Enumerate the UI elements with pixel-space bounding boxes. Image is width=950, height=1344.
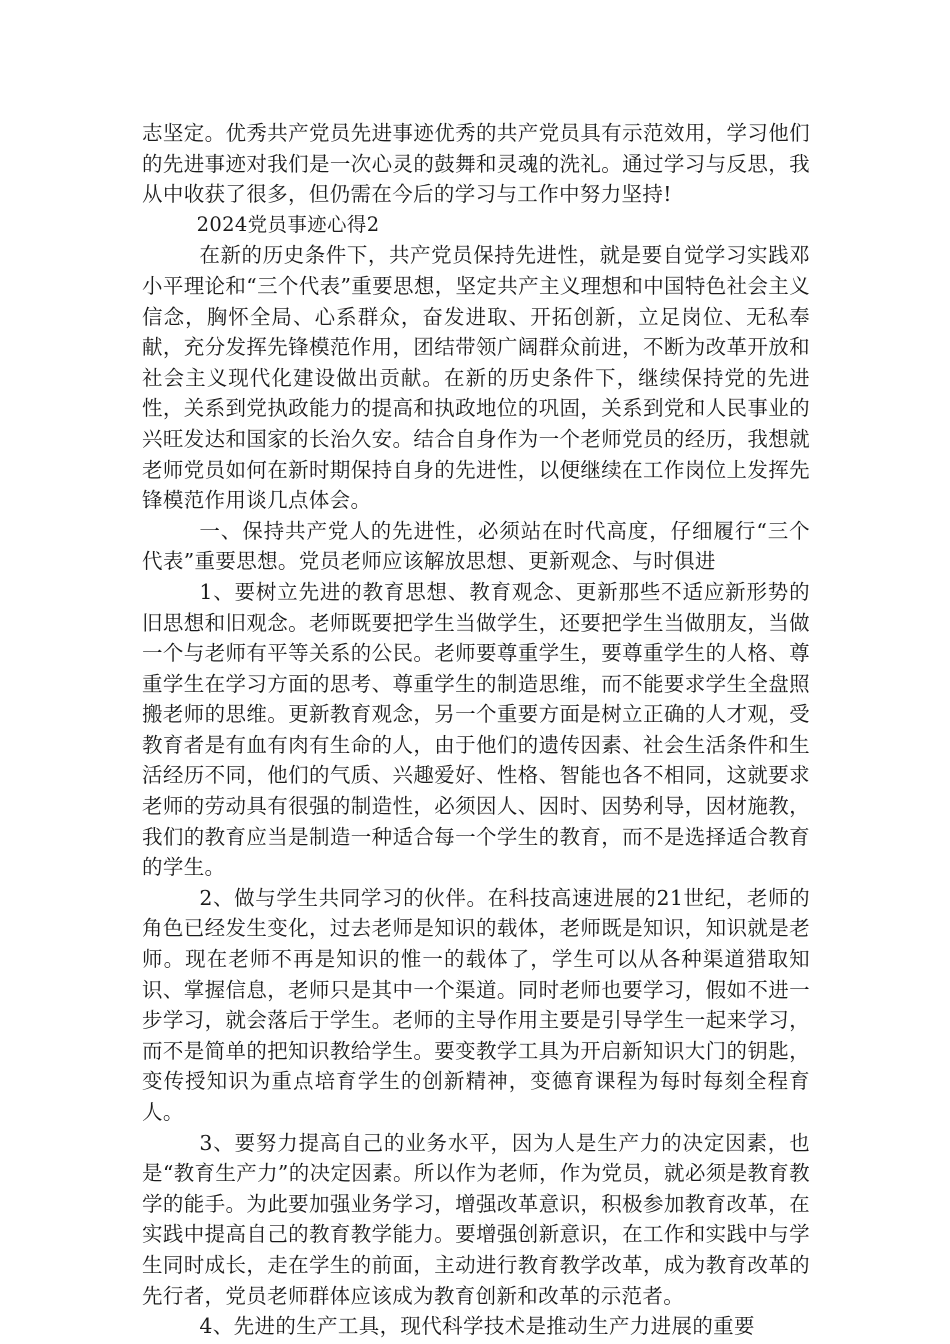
paragraph-point-one: 一、保持共产党人的先进性，必须站在时代高度，仔细履行“三个代表”重要思想。党员老师应该解放思想、更新观念、与时俱进 (142, 518, 810, 574)
section-heading: 2024党员事迹心得2 (196, 212, 380, 236)
paragraph-continuation: 志坚定。优秀共产党员先进事迹优秀的共产党员具有示范效用，学习他们的先进事迹对我们是一次心灵的鼓舞和灵魂的洗礼。通过学习与反思，我从中收获了很多，但仍需在今后的学习与工作中努力坚持! (142, 121, 810, 207)
paragraph-item-3: 3、要努力提高自己的业务水平，因为人是生产力的决定因素，也是“教育生产力”的决定因素。所以作为老师，作为党员，就必须是教育教学的能手。为此要加强业务学习，增强改革意识，积极参加教育改革，在实践中提高自己的教育教学能力。要增强创新意识，在工作和实践中与学生同时成长，走在学生的前面，主动进行教育教学改革，成为教育改革的先行者，党员老师群体应该成为教育创新和改革的示范者。 (142, 1130, 811, 1308)
paragraph-intro: 在新的历史条件下，共产党员保持先进性，就是要自觉学习实践邓小平理论和“三个代表”重要思想，坚定共产主义理想和中国特色社会主义信念，胸怀全局、心系群众，奋发进取、开拓创新，立足岗位、无私奉献，充分发挥先锋模范作用，团结带领广阔群众前进，不断为改革开放和社会主义现代化建设做出贡献。在新的历史条件下，继续保持党的先进性，关系到党执政能力的提高和执政地位的巩固，关系到党和人民事业的兴旺发达和国家的长治久安。结合自身作为一个老师党员的经历，我想就老师党员如何在新时期保持自身的先进性，以便继续在工作岗位上发挥先锋模范作用谈几点体会。 (142, 243, 811, 513)
paragraph-item-1: 1、要树立先进的教育思想、教育观念、更新那些不适应新形势的旧思想和旧观念。老师既要把学生当做学生，还要把学生当做朋友，当做一个与老师有平等关系的公民。老师要尊重学生，要尊重学生的人格、尊重学生在学习方面的思考、尊重学生的制造思维，而不能要求学生全盘照搬老师的思维。更新教育观念，另一个重要方面是树立正确的人才观，受教育者是有血有肉有生命的人，由于他们的遗传因素、社会生活条件和生活经历不同，他们的气质、兴趣爱好、性格、智能也各不相同，这就要求老师的劳动具有很强的制造性，必须因人、因时、因势利导，因材施教，我们的教育应当是制造一种适合每一个学生的教育，而不是选择适合教育的学生。 (142, 579, 810, 880)
document-body (142, 118, 810, 1342)
paragraph-item-2: 2、做与学生共同学习的伙伴。在科技高速进展的21世纪，老师的角色已经发生变化，过去老师是知识的载体，老师既是知识，知识就是老师。现在老师不再是知识的惟一的载体了，学生可以从各种渠道猎取知识、掌握信息，老师只是其中一个渠道。同时老师也要学习，假如不进一步学习，就会落后于学生。老师的主导作用主要是引导学生一起来学习，而不是简单的把知识教给学生。要变教学工具为开启新知识大门的钥匙，变传授知识为重点培育学生的创新精神，变德育课程为每时每刻全程育人。 (142, 885, 810, 1124)
paragraph-item-4: 4、先进的生产工具，现代科学技术是推动生产力进展的重要 (199, 1314, 755, 1339)
